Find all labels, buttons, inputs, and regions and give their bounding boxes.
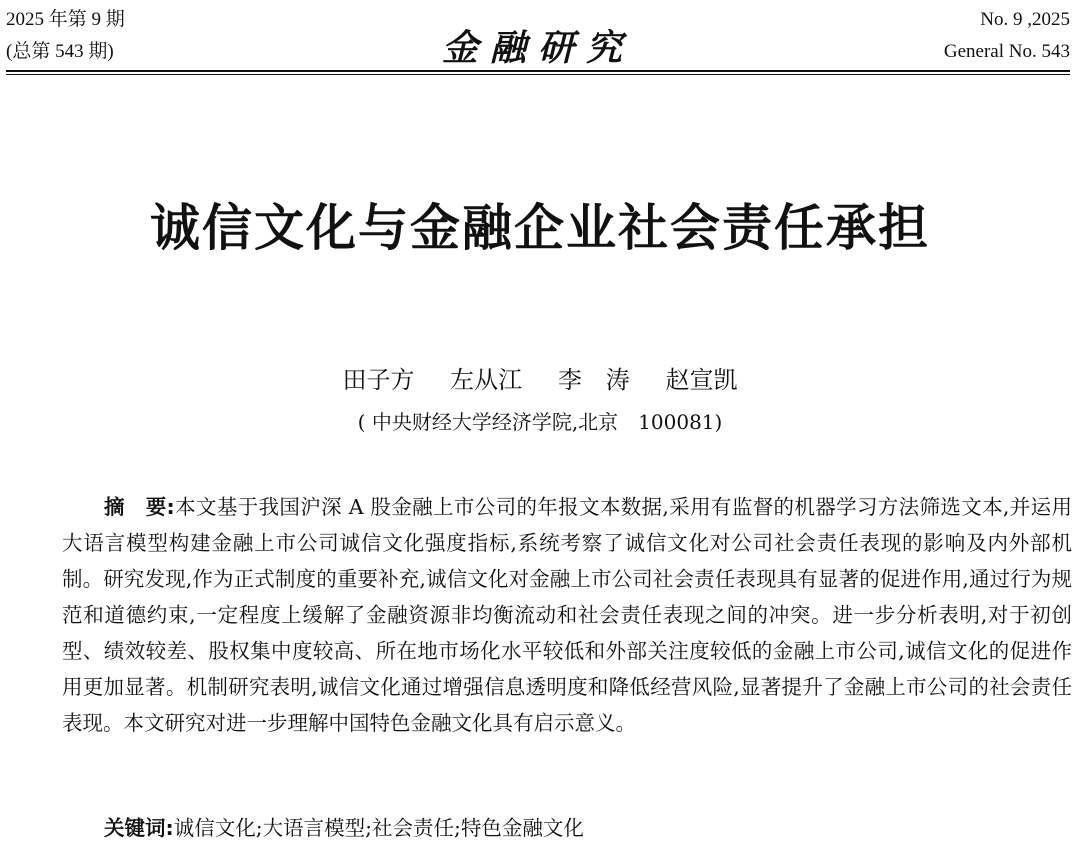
journal-name: 金融研究 (441, 27, 634, 69)
issue-info-right (944, 4, 1070, 68)
keywords (104, 812, 584, 844)
keywords-label: 关键词: (104, 816, 174, 840)
author-name: 赵宣凯 (665, 366, 738, 394)
abstract-label: 摘 要: (104, 495, 175, 519)
article-title: 诚信文化与金融企业社会责任承担 (150, 199, 930, 257)
author-name: 左从江 (450, 366, 523, 394)
header-rule-thick (6, 70, 1070, 72)
header-rule-thin (6, 74, 1070, 75)
abstract-text: 本文基于我国沪深 A 股金融上市公司的年报文本数据,采用有监督的机器学习方法筛选文本,并运用大语言模型构建金融上市公司诚信文化强度指标,系统考察了诚信文化对公司社会责任表现的影响及内外部机制。研究发现,作为正式制度的重要补充,诚信文化对金融上市公司社会责任表现具有显著的促进作用,通过行为规范和道德约束,一定程度上缓解了金融资源非均衡流动和社会责任表现之间的冲突。进一步分析表明,对于初创型、绩效较差、股权集中度较高、所在地市场化水平较低和外部关注度较低的金融上市公司,诚信文化的促进作用更加显著。机制研究表明,诚信文化通过增强信息透明度和降低经营风险,显著提升了金融上市公司的社会责任表现。本文研究对进一步理解中国特色金融文化具有启示意义。 (62, 495, 1072, 735)
general-number-en: General No. 543 (943, 41, 1070, 62)
keywords-text: 诚信文化;大语言模型;社会责任;特色金融文化 (173, 816, 584, 840)
page-header (6, 4, 1070, 72)
author-name: 田子方 (342, 366, 415, 394)
issue-number-en: No. 9 ,2025 (980, 9, 1070, 30)
author-affiliation: ( 中央财经大学经济学院,北京 100081) (357, 410, 723, 434)
author-list (0, 360, 1080, 395)
author-name: 李 涛 (557, 366, 630, 394)
issue-total-number: (总第 543 期) (6, 41, 114, 62)
issue-year-number: 2025 年第 9 期 (6, 9, 125, 30)
abstract (62, 489, 1072, 741)
